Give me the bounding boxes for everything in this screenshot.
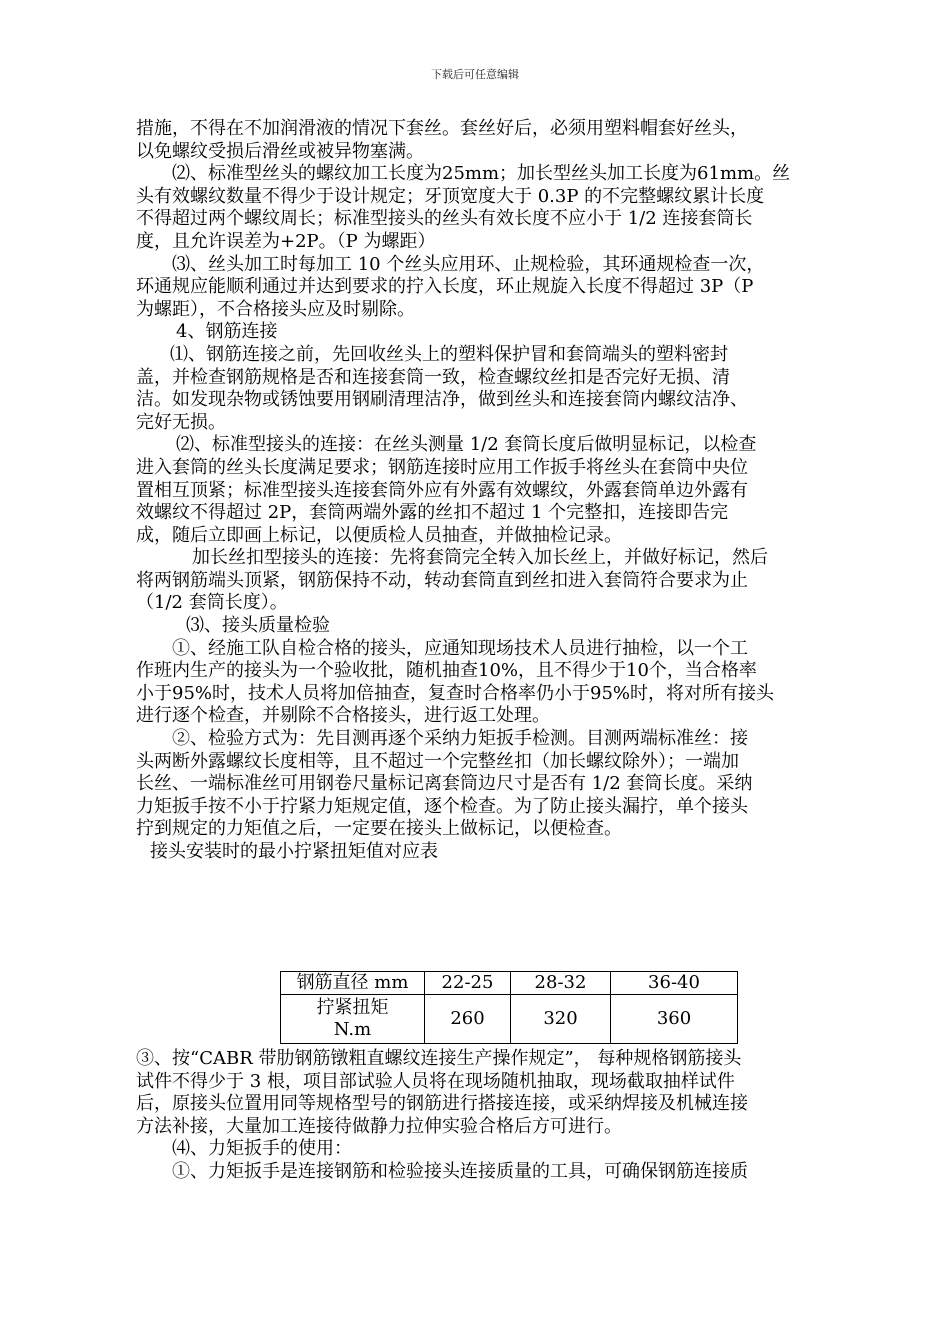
torque-label-line: 拧紧扭矩 bbox=[316, 997, 389, 1018]
paragraph-line: 头有效螺纹数量不得少于设计规定；牙顶宽度大于 0.3P 的不完整螺纹累计长度 bbox=[136, 185, 765, 207]
paragraph-line: 完好无损。 bbox=[136, 411, 226, 433]
paragraph-line: 将两钢筋端头顶紧，钢筋保持不动，转动套筒直到丝扣进入套筒符合要求为止 bbox=[136, 569, 748, 591]
paragraph-line: 进入套筒的丝头长度满足要求；钢筋连接时应用工作扳手将丝头在套筒中央位 bbox=[136, 456, 748, 478]
section-heading: ⑷、力矩扳手的使用： bbox=[172, 1138, 352, 1160]
table-caption: 接头安装时的最小拧紧扭矩值对应表 bbox=[150, 841, 438, 862]
paragraph-line: ⑶、丝头加工时每加工 10 个丝头应用环、止规检验，其环通规检查一次， bbox=[172, 253, 765, 275]
paragraph-line: 进行逐个检查，并剔除不合格接头，进行返工处理。 bbox=[136, 705, 550, 727]
table-cell-diameter-label: 钢筋直径 mm bbox=[281, 972, 425, 995]
paragraph-line: 效螺纹不得超过 2P，套筒两端外露的丝扣不超过 1 个完整扣，连接即告完 bbox=[136, 502, 729, 524]
table-cell-value: 320 bbox=[511, 995, 611, 1044]
paragraph-line: ⑵、标准型接头的连接：在丝头测量 1/2 套筒长度后做明显标记，以检查 bbox=[176, 434, 757, 456]
paragraph-line: 盖，并检查钢筋规格是否和连接套筒一致，检查螺纹丝扣是否完好无损、清 bbox=[136, 366, 730, 388]
paragraph-line: 方法补接，大量加工连接待做静力拉伸实验合格后方可进行。 bbox=[136, 1115, 622, 1137]
table-cell-value: 360 bbox=[611, 995, 738, 1044]
paragraph-line: 洁。如发现杂物或锈蚀要用钢刷清理洁净，做到丝头和连接套筒内螺纹洁净、 bbox=[136, 389, 748, 411]
paragraph-line: 试件不得少于 3 根，项目部试验人员将在现场随机抽取，现场截取抽样试件 bbox=[136, 1070, 735, 1092]
paragraph-line: ③、按“CABR 带肋钢筋镦粗直螺纹连接生产操作规定”， 每种规格钢筋接头 bbox=[136, 1048, 742, 1069]
table-cell-size: 36-40 bbox=[611, 972, 738, 995]
table-header-row bbox=[281, 972, 738, 995]
paragraph-line: 为螺距），不合格接头应及时剔除。 bbox=[136, 298, 415, 320]
paragraph-line: 措施，不得在不加润滑液的情况下套丝。套丝好后，必须用塑料帽套好丝头， bbox=[136, 118, 748, 139]
table-cell-size: 28-32 bbox=[511, 972, 611, 995]
paragraph-line: 不得超过两个螺纹周长；标准型接头的丝头有效长度不应小于 1/2 连接套筒长 bbox=[136, 208, 753, 230]
paragraph-line: 置相互顶紧；标准型接头连接套筒外应有外露有效螺纹，外露套筒单边外露有 bbox=[136, 479, 748, 501]
section-heading: ⑶、接头质量检验 bbox=[186, 615, 330, 637]
paragraph-line: （1/2 套筒长度）。 bbox=[136, 592, 288, 614]
paragraph-line: 度，且允许误差为+2P。（P 为螺距） bbox=[136, 230, 436, 252]
paragraph-line: 作班内生产的接头为一个验收批，随机抽查10%，且不得少于10个，当合格率 bbox=[136, 660, 757, 682]
paragraph-line: 力矩扳手按不小于拧紧力矩规定值，逐个检查。为了防止接头漏拧，单个接头 bbox=[136, 795, 748, 817]
table-cell-torque-label bbox=[281, 995, 425, 1044]
paragraph-line: ⑵、标准型丝头的螺纹加工长度为25mm；加长型丝头加工长度为61mm。丝 bbox=[172, 163, 791, 185]
table-cell-size: 22-25 bbox=[425, 972, 511, 995]
paragraph-line: 拧到规定的力矩值之后，一定要在接头上做标记，以便检查。 bbox=[136, 818, 622, 840]
paragraph-line: 头两断外露螺纹长度相等，且不超过一个完整丝扣（加长螺纹除外）；一端加 bbox=[136, 750, 739, 772]
table-row bbox=[281, 995, 738, 1044]
paragraph-line: 小于95%时，技术人员将加倍抽查，复查时合格率仍小于95%时，将对所有接头 bbox=[136, 682, 775, 704]
section-heading: 4、钢筋连接 bbox=[176, 321, 278, 343]
paragraph-line: ①、经施工队自检合格的接头，应通知现场技术人员进行抽检，以一个工 bbox=[172, 637, 748, 659]
page-header: 下载后可任意编辑 bbox=[431, 68, 519, 81]
document-body-continued bbox=[136, 1048, 916, 1184]
document-body bbox=[136, 118, 916, 864]
paragraph-line: 长丝、一端标准丝可用钢卷尺量标记离套筒边尺寸是否有 1/2 套筒长度。采纳 bbox=[136, 773, 753, 795]
table-cell-value: 260 bbox=[425, 995, 511, 1044]
torque-table bbox=[280, 971, 738, 1044]
paragraph-line: ②、检验方式为：先目测再逐个采纳力矩扳手检测。目测两端标准丝：接 bbox=[172, 728, 748, 750]
paragraph-line: 后，原接头位置用同等规格型号的钢筋进行搭接连接，或采纳焊接及机械连接 bbox=[136, 1093, 748, 1115]
paragraph-line: 加长丝扣型接头的连接：先将套筒完全转入加长丝上，并做好标记，然后 bbox=[192, 547, 768, 569]
torque-unit-line: N.m bbox=[333, 1019, 372, 1040]
paragraph-line: 成，随后立即画上标记，以便质检人员抽查，并做抽检记录。 bbox=[136, 524, 622, 546]
paragraph-line: ①、力矩扳手是连接钢筋和检验接头连接质量的工具，可确保钢筋连接质 bbox=[172, 1160, 748, 1182]
paragraph-line: 环通规应能顺利通过并达到要求的拧入长度，环止规旋入长度不得超过 3P（P bbox=[136, 276, 754, 298]
paragraph-line: ⑴、钢筋连接之前，先回收丝头上的塑料保护冒和套筒端头的塑料密封 bbox=[170, 343, 728, 365]
paragraph-line: 以免螺纹受损后滑丝或被异物塞满。 bbox=[136, 140, 424, 162]
